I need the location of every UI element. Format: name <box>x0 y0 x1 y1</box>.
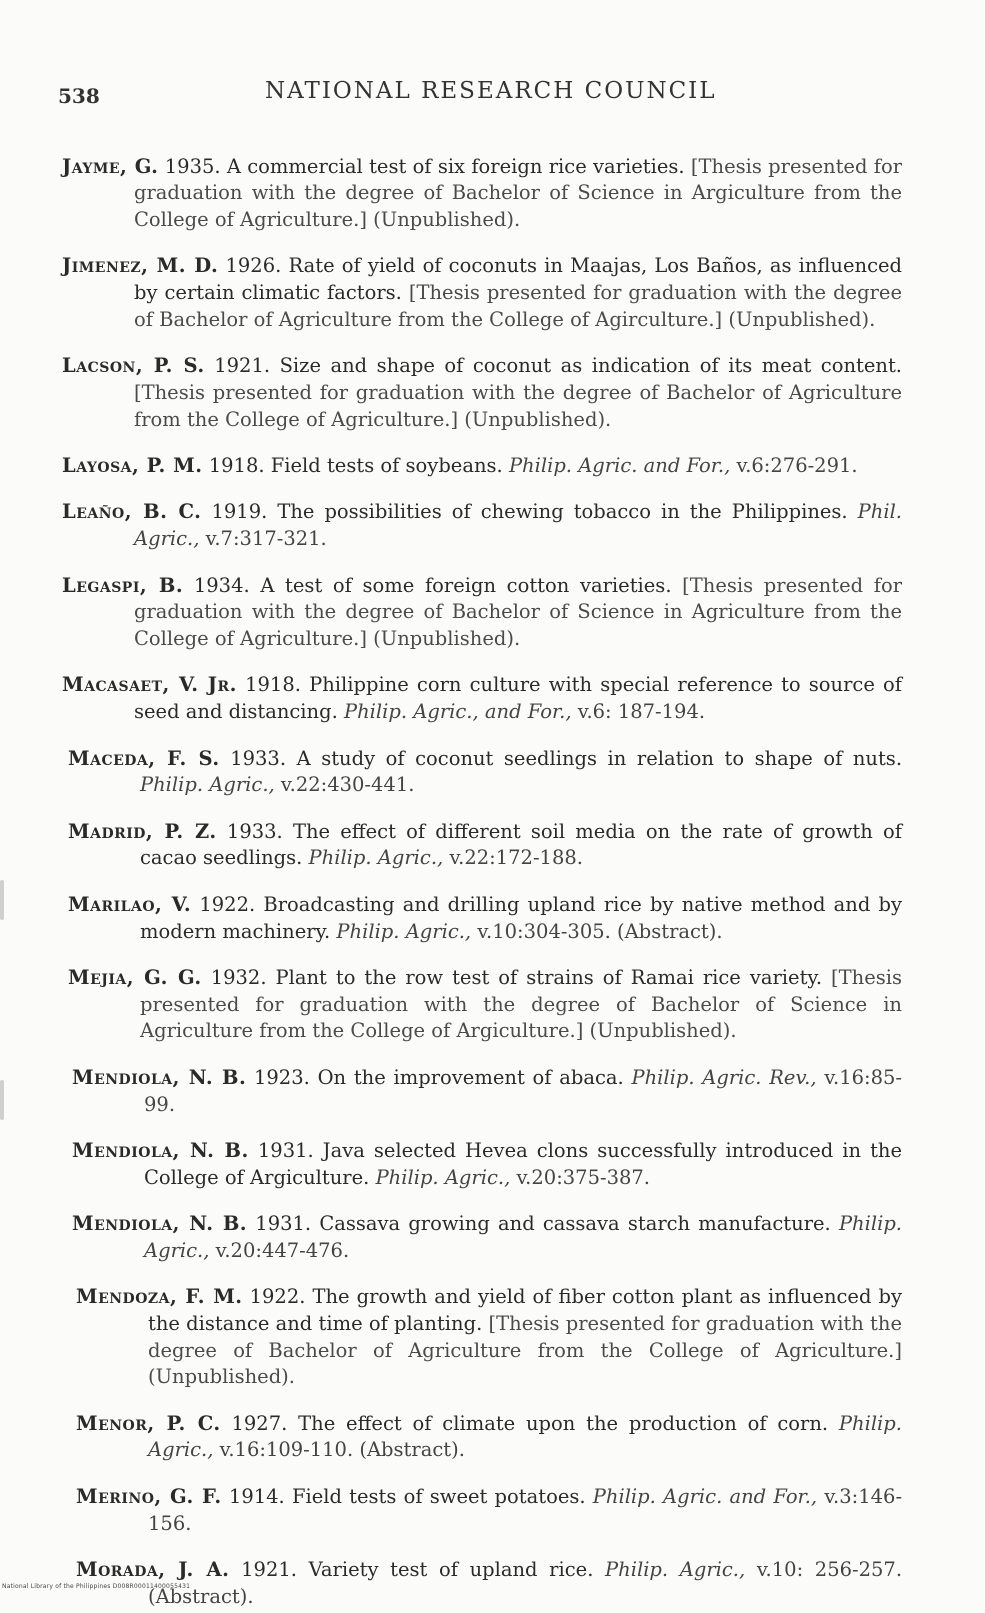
entry-title: Cassava growing and cassava starch manufacture. <box>319 1211 831 1235</box>
entry-year: 1927. <box>231 1411 288 1435</box>
bibliography-entry <box>62 573 902 653</box>
bibliography-entry <box>76 1484 902 1538</box>
bibliography-list <box>62 134 902 1613</box>
entry-journal: Philip. Agric., <box>336 919 472 943</box>
entry-title: The effect of different soil media on the rate of growth of cacao seedlings. <box>140 819 902 870</box>
bibliography-entry <box>68 965 902 1045</box>
entry-note: [Thesis presented for graduation with the degree of Bachelor of Science in Agriculture from the College of Agriculture.] (Unpublished). <box>134 573 903 651</box>
entry-title: Broadcasting and drilling upland rice by native method and by modern machinery. <box>140 892 903 943</box>
bibliography-entry <box>72 1065 902 1119</box>
bibliography-entry <box>76 1557 902 1611</box>
entry-journal: Philip. Agric., <box>148 1411 902 1462</box>
entry-journal: Philip. Agric. and For., <box>592 1484 818 1508</box>
entry-year: 1933. <box>226 819 283 843</box>
entry-title: Field tests of sweet potatoes. <box>291 1484 586 1508</box>
bibliography-entry <box>62 499 902 553</box>
bibliography-entry <box>68 746 902 800</box>
entry-author: Menor, P. C. <box>76 1411 221 1435</box>
bibliography-entry <box>68 819 902 873</box>
entry-title: A study of coconut seedlings in relation to shape of nuts. <box>296 746 903 770</box>
entry-citation: v.10: 256-257. (Abstract). <box>148 1557 903 1608</box>
entry-journal: Philip. Agric. Rev., <box>631 1065 817 1089</box>
entry-title: Plant to the row test of strains of Ramai rice variety. <box>275 965 823 989</box>
entry-note: [Thesis presented for graduation with the degree of Bachelor of Agriculture from the College of Agriculture.] (Unpublished). <box>134 381 902 431</box>
entry-author: Mendiola, N. B. <box>72 1065 247 1089</box>
bibliography-entry <box>76 1284 902 1391</box>
entry-title: The effect of climate upon the production of corn. <box>298 1411 829 1435</box>
bibliography-entry <box>62 154 902 234</box>
margin-mark <box>0 1080 4 1120</box>
entry-year: 1921. <box>214 354 271 378</box>
entry-journal: Philip. Agric., <box>140 773 275 797</box>
entry-year: 1926. <box>225 254 282 278</box>
entry-citation: v.16:109-110. (Abstract). <box>219 1438 465 1462</box>
entry-year: 1919. <box>211 500 268 524</box>
entry-journal: Phil. Agric., <box>134 500 903 551</box>
bibliography-entry <box>72 1211 902 1265</box>
entry-author: Merino, G. F. <box>76 1484 222 1508</box>
entry-citation: v.6: 187-194. <box>577 700 706 724</box>
entry-citation: v.10:304-305. (Abstract). <box>477 919 723 943</box>
entry-author: Maceda, F. S. <box>68 746 220 770</box>
entry-citation: v.6:276-291. <box>736 454 858 478</box>
entry-year: 1922. <box>249 1285 306 1308</box>
bibliography-entry <box>76 1411 902 1465</box>
bibliography-entry <box>62 672 902 726</box>
entry-citation: v.20:447-476. <box>215 1238 350 1262</box>
entry-citation: v.20:375-387. <box>516 1165 650 1189</box>
entry-title: Philippine corn culture with special reference to source of seed and distancing. <box>134 673 902 724</box>
entry-citation: v.3:146-156. <box>148 1484 903 1535</box>
bibliography-entry <box>68 892 902 946</box>
entry-author: Mendoza, F. M. <box>76 1285 243 1308</box>
bibliography-entry <box>62 453 902 480</box>
entry-author: Morada, J. A. <box>76 1557 230 1581</box>
entry-note: [Thesis presented for graduation with the degree of Bachelor of Science in Agriculture from the College of Argiculture.] (Unpublished). <box>140 965 902 1043</box>
entry-journal: Philip. Agric., <box>605 1557 746 1581</box>
entry-year: 1932. <box>210 965 267 989</box>
entry-author: Marilao, V. <box>68 892 192 916</box>
entry-title: The possibilities of chewing tobacco in the Philippines. <box>277 500 848 524</box>
entry-author: Layosa, P. M. <box>62 454 203 478</box>
entry-journal: Philip. Agric., <box>144 1211 903 1262</box>
entry-year: 1922. <box>199 892 256 916</box>
entry-author: Madrid, P. Z. <box>68 819 217 843</box>
entry-author: Jimenez, M. D. <box>62 254 219 278</box>
running-head: NATIONAL RESEARCH COUNCIL <box>265 78 717 104</box>
entry-note: [Thesis presented for graduation with the degree of Bachelor of Agriculture from the College of Agriculture.] (Unpublished). <box>148 1311 902 1389</box>
footer-credit: National Library of the Philippines D008R00011400055431 <box>2 1583 191 1590</box>
entry-journal: Philip. Agric., <box>375 1165 511 1189</box>
entry-title: A test of some foreign cotton varieties. <box>260 573 672 597</box>
entry-title: The growth and yield of fiber cotton plant as influenced by the distance and time of planting. <box>148 1285 902 1335</box>
entry-title: On the improvement of abaca. <box>317 1065 624 1089</box>
entry-year: 1931. <box>255 1211 312 1235</box>
bibliography-entry <box>62 353 902 433</box>
bibliography-entry <box>72 1138 902 1192</box>
entry-year: 1931. <box>257 1138 314 1162</box>
entry-journal: Philip. Agric. and For., <box>508 454 731 478</box>
entry-year: 1918. <box>208 454 265 478</box>
entry-author: Mendiola, N. B. <box>72 1138 249 1162</box>
entry-title: Java selected Hevea clons successfully introduced in the College of Argiculture. <box>144 1138 903 1189</box>
entry-title: Size and shape of coconut as indication of its meat content. <box>279 354 902 378</box>
entry-journal: Philip. Agric., and For., <box>343 700 572 724</box>
entry-year: 1933. <box>230 746 287 770</box>
entry-citation: v.16:85-99. <box>144 1065 903 1116</box>
entry-title: Rate of yield of coconuts in Maajas, Los Baños, as influenced by certain climatic factors. <box>134 254 903 305</box>
entry-year: 1921. <box>241 1557 297 1581</box>
entry-title: Variety test of upland rice. <box>308 1557 594 1581</box>
bibliography-entry <box>62 253 902 333</box>
entry-note: [Thesis presented for graduation with the degree of Bachelor of Agriculture from the College of Agirculture.] (Unpublished). <box>134 281 902 331</box>
entry-citation: v.7:317-321. <box>205 527 327 551</box>
entry-author: Legaspi, B. <box>62 573 184 597</box>
entry-citation: v.22:172-188. <box>449 846 583 870</box>
entry-author: Macasaet, V. Jr. <box>62 673 237 697</box>
entry-title: Field tests of soybeans. <box>270 454 503 478</box>
margin-mark <box>0 880 4 920</box>
entry-author: Leaño, B. C. <box>62 500 202 524</box>
entry-year: 1935. <box>164 154 221 178</box>
entry-note: [Thesis presented for graduation with the degree of Bachelor of Science in Argiculture from the College of Agriculture.] (Unpublished). <box>134 154 903 232</box>
entry-title: A commercial test of six foreign rice varieties. <box>226 154 685 178</box>
entry-year: 1918. <box>245 673 301 697</box>
entry-year: 1923. <box>253 1065 310 1089</box>
entry-author: Jayme, G. <box>62 154 159 178</box>
entry-journal: Philip. Agric., <box>308 846 444 870</box>
entry-year: 1914. <box>228 1484 285 1508</box>
entry-citation: v.22:430-441. <box>280 773 415 797</box>
entry-author: Lacson, P. S. <box>62 354 205 378</box>
entry-author: Mendiola, N. B. <box>72 1211 248 1235</box>
page-number: 538 <box>58 84 100 108</box>
entry-year: 1934. <box>193 573 250 597</box>
entry-author: Mejia, G. G. <box>68 965 202 989</box>
